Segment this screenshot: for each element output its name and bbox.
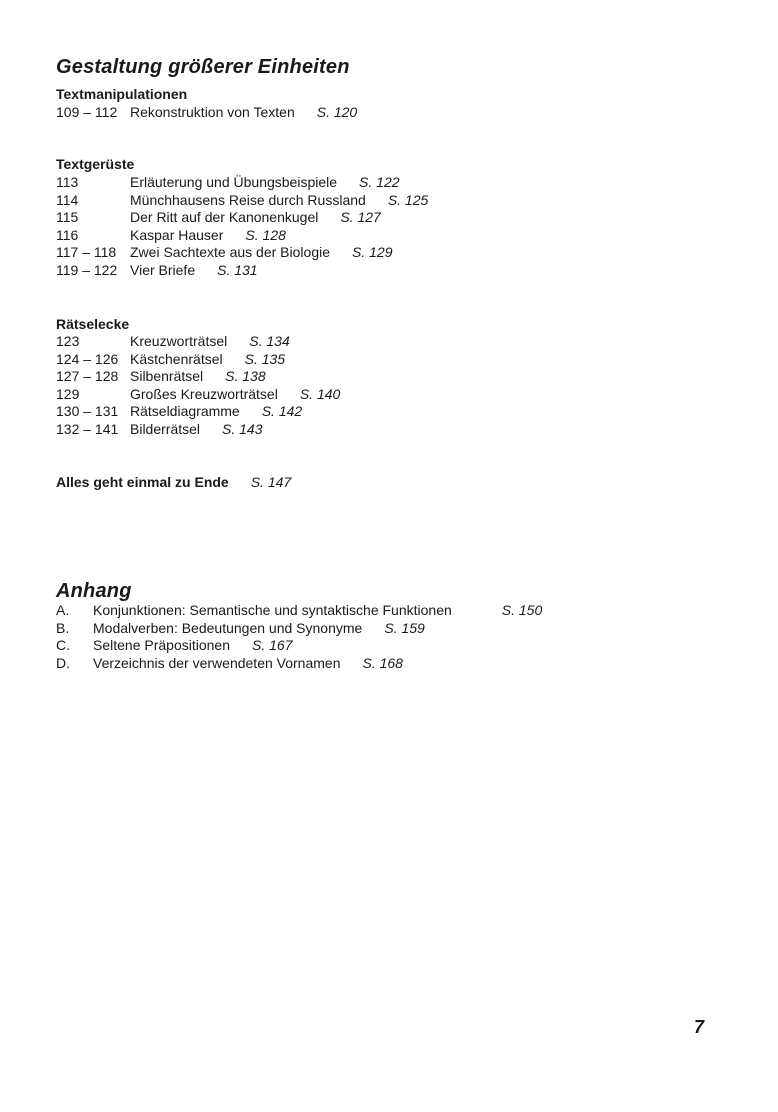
toc-list-textmanipulationen [56, 104, 357, 122]
entry-title: Zwei Sachtexte aus der Biologie [130, 244, 330, 261]
entry-title: Modalverben: Bedeutungen und Synonyme [93, 619, 363, 636]
entry-title: Münchhausens Reise durch Russland [130, 191, 366, 208]
toc-entry [56, 192, 428, 210]
entry-page: S. 122 [359, 174, 400, 190]
appendix-title: Anhang [56, 580, 132, 602]
toc-entry [56, 244, 428, 262]
closing-title: Alles geht einmal zu Ende [56, 474, 229, 490]
entry-number: 109 – 112 [56, 104, 118, 120]
toc-entry [56, 209, 428, 227]
entry-title: Seltene Präpositionen [93, 637, 230, 654]
entry-title: Kaspar Hauser [130, 226, 224, 243]
entry-title: Erläuterung und Übungsbeispiele [130, 174, 338, 190]
entry-page: S. 138 [225, 368, 266, 385]
entry-title: Rätseldiagramme [130, 403, 240, 420]
entry-number: 116 [56, 226, 79, 243]
toc-entry [56, 403, 340, 421]
entry-page: S. 127 [340, 209, 381, 226]
entry-letter: D. [56, 654, 70, 671]
toc-list-raetselecke [56, 333, 340, 439]
entry-title: Silbenrätsel [130, 368, 204, 385]
entry-page: S. 128 [245, 226, 286, 243]
entry-page: S. 140 [299, 385, 341, 402]
entry-title: Bilderrätsel [130, 420, 201, 437]
entry-title: Kreuzworträtsel [130, 333, 228, 349]
entry-page: S. 135 [244, 350, 286, 367]
entry-letter: B. [56, 619, 70, 636]
toc-entry [56, 602, 542, 620]
entry-page: S. 134 [249, 333, 290, 349]
toc-entry [56, 104, 357, 122]
entry-number: 123 [56, 333, 80, 349]
toc-entry [56, 333, 340, 351]
toc-entry [56, 386, 340, 404]
entry-page: S. 159 [384, 619, 425, 636]
entry-number: 130 – 131 [56, 403, 119, 420]
entry-page: S. 125 [387, 191, 429, 208]
entry-page: S. 142 [261, 403, 303, 420]
entry-title: Kästchenrätsel [130, 350, 223, 367]
entry-title: Vier Briefe [130, 261, 196, 278]
group-heading-textgerueste: Textgerüste [56, 156, 135, 172]
section-title: Gestaltung größerer Einheiten [56, 56, 350, 78]
entry-number: 132 – 141 [56, 420, 119, 437]
toc-page [56, 0, 736, 1112]
entry-letter: A. [56, 602, 70, 618]
entry-page: S. 129 [352, 244, 393, 261]
entry-page: S. 131 [217, 261, 258, 278]
group-heading-raetselecke: Rätselecke [56, 316, 130, 332]
entry-number: 117 – 118 [56, 244, 117, 261]
entry-title: Konjunktionen: Semantische und syntaktische Funktionen [93, 602, 452, 618]
toc-entry [56, 174, 428, 192]
entry-page: S. 150 [501, 602, 543, 618]
entry-title: Verzeichnis der verwendeten Vornamen [93, 654, 341, 671]
entry-number: 113 [56, 174, 79, 190]
entry-number: 114 [56, 191, 79, 208]
entry-page: S. 168 [362, 654, 403, 671]
toc-entry [56, 368, 340, 386]
entry-letter: C. [56, 637, 70, 654]
entry-page: S. 120 [316, 104, 358, 120]
entry-title: Großes Kreuzworträtsel [130, 385, 278, 402]
toc-entry-closing [56, 474, 291, 490]
entry-title: Der Ritt auf der Kanonenkugel [130, 209, 319, 226]
entry-number: 127 – 128 [56, 368, 119, 385]
toc-entry [56, 262, 428, 280]
page-number: 7 [694, 1017, 705, 1037]
toc-entry [56, 227, 428, 245]
toc-entry [56, 421, 340, 439]
toc-entry [56, 620, 542, 638]
entry-number: 124 – 126 [56, 350, 119, 367]
entry-page: S. 143 [222, 420, 263, 437]
toc-entry [56, 351, 340, 369]
toc-list-textgerueste [56, 174, 428, 280]
entry-page: S. 147 [250, 474, 292, 490]
entry-number: 119 – 122 [56, 261, 118, 278]
entry-number: 115 [56, 209, 79, 226]
toc-entry [56, 655, 542, 673]
entry-title: Rekonstruktion von Texten [130, 104, 295, 120]
group-heading-textmanipulationen: Textmanipulationen [56, 86, 188, 102]
toc-list-appendix [56, 602, 542, 672]
entry-page: S. 167 [252, 637, 293, 654]
entry-number: 129 [56, 385, 80, 402]
toc-entry [56, 637, 542, 655]
